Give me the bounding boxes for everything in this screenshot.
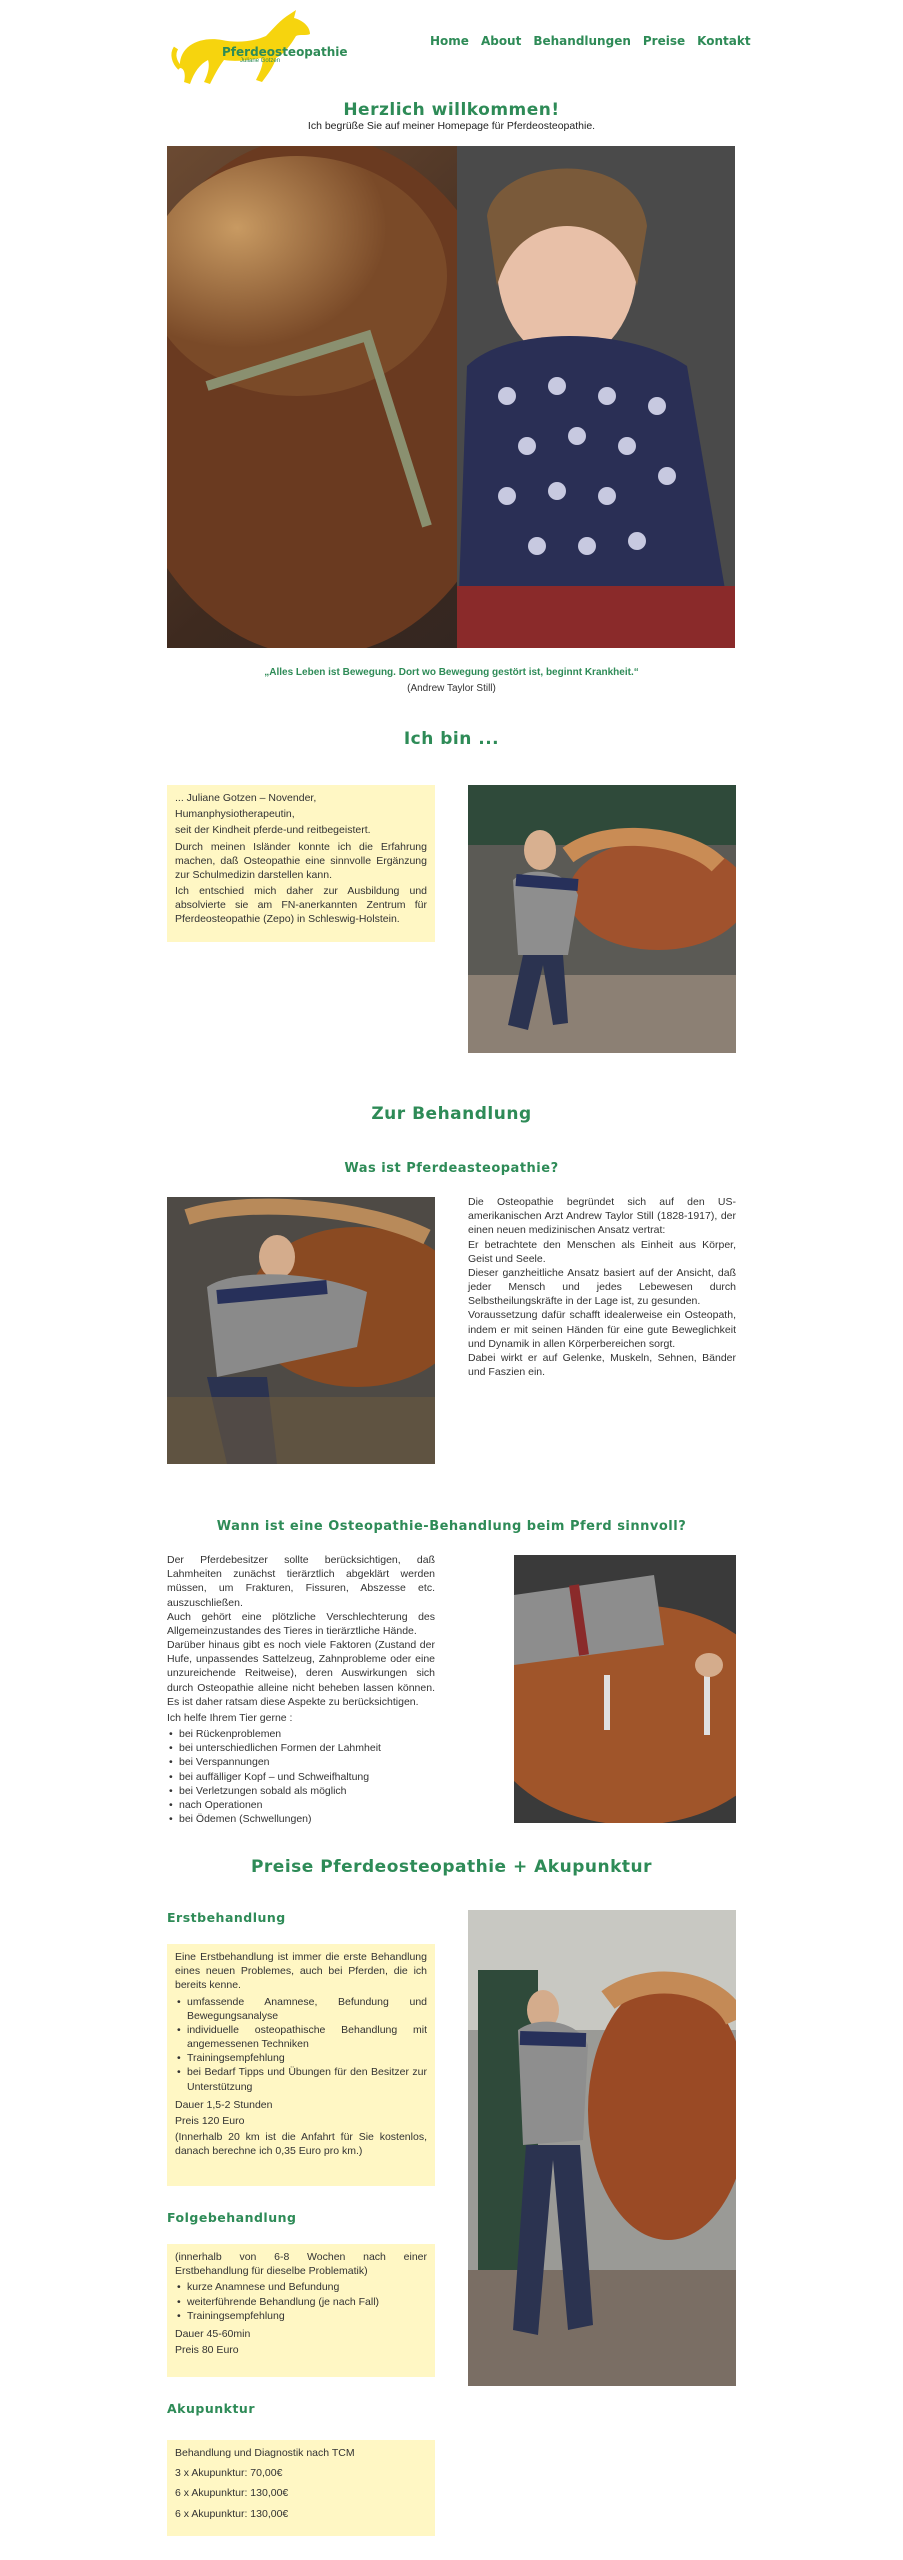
welcome-title: Herzlich willkommen! [343, 100, 560, 120]
what-text [468, 1195, 736, 1379]
acupuncture-line: Behandlung und Diagnostik nach TCM [175, 2447, 355, 2459]
list-item: • bei auffälliger Kopf – und Schweifhaltung [167, 1770, 435, 1784]
followup-title: Folgebehandlung [167, 2210, 297, 2225]
about-title: Ich bin ... [403, 729, 500, 749]
treatment-title: Zur Behandlung [371, 1104, 532, 1124]
when-photo [514, 1555, 736, 1823]
quote-text: „Alles Leben ist Bewegung. Dort wo Bewegung gestört ist, beginnt Krankheit.“ [264, 667, 639, 678]
list-item: • kurze Anamnese und Befundung [175, 2280, 427, 2294]
about-paragraph: Ich entschied mich daher zur Ausbildung und absolvierte sie am FN-anerkannten Zentrum für Pferdeosteopathie (Zepo) in Schleswig-Holstein. [175, 885, 427, 926]
about-line: Humanphysiotherapeutin, [175, 808, 295, 821]
when-text [167, 1553, 435, 1830]
what-paragraph: Die Osteopathie begründet sich auf den US-amerikanischen Arzt Andrew Taylor Still (1828-1917), der einen neuen medizinischen Ansatz vertrat: [468, 1196, 736, 1237]
what-paragraph: Dieser ganzheitliche Ansatz basiert auf der Ansicht, daß jeder Mensch und jedes Lebewesen durch Selbstheilungskräfte in der Lage ist, zu gesunden. [468, 1266, 736, 1308]
first-list [175, 1995, 427, 2094]
about-box [167, 785, 435, 942]
acupuncture-box [167, 2440, 435, 2536]
first-note: (Innerhalb 20 km ist die Anfahrt für Sie kostenlos, danach berechne ich 0,35 Euro pro km.) [175, 2131, 427, 2158]
nav-kontakt[interactable]: Kontakt [697, 34, 751, 48]
about-line: ... Juliane Gotzen – Novender, [175, 792, 317, 804]
when-paragraph: Der Pferdebesitzer sollte berücksichtigen, daß Lahmheiten zunächst tierärztlich abgeklärt werden müssen, um Frakturen, Fissuren, Abszesse etc. auszuschließen. [167, 1554, 435, 1609]
logo-subtitle: Juliane Gotzen [240, 58, 281, 64]
list-item: • bei Verspannungen [167, 1755, 435, 1769]
list-item: • bei Ödemen (Schwellungen) [167, 1812, 435, 1826]
when-paragraph: Auch gehört eine plötzliche Verschlechterung des Allgemeinzustandes des Tieres in tierärztliche Hände. [167, 1610, 435, 1637]
about-photo [468, 785, 736, 1053]
first-box [167, 1944, 435, 2186]
nav-preise[interactable]: Preise [642, 34, 686, 48]
when-title: Wann ist eine Osteopathie-Behandlung beim Pferd sinnvoll? [216, 1519, 687, 1534]
list-item: • weiterführende Behandlung (je nach Fall) [175, 2295, 427, 2309]
what-paragraph: Voraussetzung dafür schafft idealerweise ein Osteopath, indem er mit seinen Händen für eine gute Beweglichkeit und Dynamik in allen Körperbereichen sorgt. [468, 1309, 736, 1350]
about-paragraph: Durch meinen Isländer konnte ich die Erfahrung machen, daß Osteopathie eine sinnvolle Ergänzung zur Schulmedizin darstellen kann. [175, 840, 427, 881]
help-list [167, 1727, 435, 1826]
nav-about[interactable]: About [480, 34, 522, 48]
first-duration: Dauer 1,5-2 Stunden [175, 2098, 273, 2111]
acupuncture-line: 6 x Akupunktur: 130,00€ [175, 2507, 289, 2520]
list-item: • bei Bedarf Tipps und Übungen für den Besitzer zur Unterstützung [175, 2065, 427, 2093]
followup-box [167, 2244, 435, 2377]
list-item: • bei Rückenproblemen [167, 1727, 435, 1741]
first-price: Preis 120 Euro [175, 2114, 245, 2127]
prices-photo [468, 1910, 736, 2386]
welcome-subtitle: Ich begrüße Sie auf meiner Homepage für Pferdeosteopathie. [307, 120, 596, 132]
followup-intro: (innerhalb von 6-8 Wochen nach einer Erstbehandlung für dieselbe Problematik) [175, 2251, 427, 2278]
quote-author: (Andrew Taylor Still) [407, 683, 496, 694]
list-item: • bei unterschiedlichen Formen der Lahmheit [167, 1741, 435, 1755]
followup-duration: Dauer 45-60min [175, 2327, 251, 2340]
acupuncture-title: Akupunktur [167, 2401, 255, 2416]
followup-list [175, 2280, 427, 2323]
list-item: • nach Operationen [167, 1798, 435, 1812]
list-item: • umfassende Anamnese, Befundung und Bewegungsanalyse [175, 1995, 427, 2023]
acupuncture-line: 3 x Akupunktur: 70,00€ [175, 2467, 283, 2480]
list-item: • Trainingsempfehlung [175, 2309, 427, 2323]
hero-photo [167, 146, 735, 648]
first-intro: Eine Erstbehandlung ist immer die erste Behandlung eines neuen Problemes, auch bei Pferden, die ich bereits kenne. [175, 1951, 427, 1992]
list-item: • bei Verletzungen sobald als möglich [167, 1784, 435, 1798]
what-paragraph: Dabei wirkt er auf Gelenke, Muskeln, Sehnen, Bänder und Faszien ein. [468, 1351, 736, 1379]
nav-behandlungen[interactable]: Behandlungen [533, 34, 631, 48]
list-item: • Trainingsempfehlung [175, 2051, 427, 2065]
help-intro: Ich helfe Ihrem Tier gerne : [167, 1711, 293, 1724]
prices-title: Preise Pferdeosteopathie + Akupunktur [250, 1857, 653, 1877]
list-item: • individuelle osteopathische Behandlung mit angemessenen Techniken [175, 2023, 427, 2051]
first-title: Erstbehandlung [167, 1910, 286, 1925]
about-line: seit der Kindheit pferde-und reitbegeistert. [175, 824, 371, 837]
when-paragraph: Darüber hinaus gibt es noch viele Faktoren (Zustand der Hufe, unpassendes Sattelzeug, Zahnprobleme oder eine unzureichende Reitweise), deren Auswirkungen sich durch Osteopathie alleine nicht beheben lassen können. Es ist daher ratsam diese Aspekte zu berücksichtigen. [167, 1639, 435, 1708]
followup-price: Preis 80 Euro [175, 2344, 239, 2357]
nav-home[interactable]: Home [430, 34, 469, 48]
logo-text: Pferdeosteopathie [222, 45, 348, 59]
acupuncture-line: 6 x Akupunktur: 130,00€ [175, 2487, 289, 2500]
treatment-photo [167, 1197, 435, 1464]
main-nav [430, 33, 751, 49]
what-paragraph: Er betrachtete den Menschen als Einheit aus Körper, Geist und Seele. [468, 1238, 736, 1265]
what-title: Was ist Pferdeasteopathie? [344, 1161, 559, 1176]
